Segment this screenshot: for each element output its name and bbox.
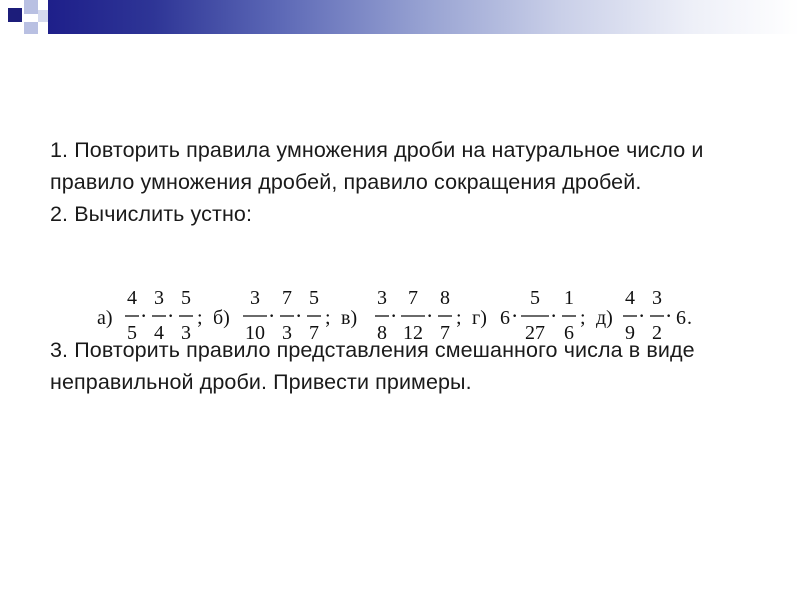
fraction-denominator: 3 <box>181 322 191 344</box>
decorative-header <box>0 0 800 34</box>
fraction-numerator: 8 <box>440 287 450 309</box>
slide-body <box>50 134 770 398</box>
exercises-formula <box>95 276 705 354</box>
fraction-numerator: 5 <box>181 287 191 309</box>
fraction-numerator: 7 <box>282 287 292 309</box>
multiply-dot: · <box>426 303 434 328</box>
exercise-b-label: б) <box>213 307 230 329</box>
exercise-d-label: д) <box>596 307 613 329</box>
multiply-dot: · <box>665 303 673 328</box>
multiply-dot: · <box>511 303 519 328</box>
exercise-g-label: г) <box>472 307 487 329</box>
fraction-denominator: 3 <box>282 322 292 344</box>
fraction-numerator: 3 <box>377 287 387 309</box>
exercise-v-label: в) <box>341 307 358 329</box>
header-square-light <box>24 22 38 34</box>
fraction-numerator: 4 <box>127 287 137 309</box>
separator: ; <box>197 307 203 329</box>
separator: ; <box>325 307 331 329</box>
fraction-denominator: 2 <box>652 322 662 344</box>
fraction-numerator: 4 <box>625 287 635 309</box>
fraction-denominator: 27 <box>525 322 545 344</box>
multiply-dot: · <box>390 303 398 328</box>
fraction-denominator: 5 <box>127 322 137 344</box>
whole-number: 6 <box>676 307 686 329</box>
multiply-dot: · <box>295 303 303 328</box>
fraction-denominator: 6 <box>564 322 574 344</box>
header-square-dark <box>8 8 22 22</box>
separator: . <box>687 307 692 329</box>
header-square-light <box>24 0 38 14</box>
task-1-text: 1. Повторить правила умножения дроби на натуральное число и правило умножения дробей, правило сокращения дробей. <box>50 138 704 194</box>
fraction-denominator: 7 <box>440 322 450 344</box>
header-square-light <box>38 10 48 22</box>
fraction-numerator: 3 <box>250 287 260 309</box>
header-gradient-band <box>48 0 800 34</box>
fraction-numerator: 5 <box>309 287 319 309</box>
fraction-numerator: 5 <box>530 287 540 309</box>
fraction-numerator: 3 <box>652 287 662 309</box>
exercise-a-label: а) <box>97 307 113 329</box>
fraction-denominator: 12 <box>403 322 423 344</box>
fraction-numerator: 3 <box>154 287 164 309</box>
fraction-denominator: 9 <box>625 322 635 344</box>
multiply-dot: · <box>268 303 276 328</box>
multiply-dot: · <box>550 303 558 328</box>
fraction-denominator: 7 <box>309 322 319 344</box>
task-3-text: 3. Повторить правило представления смешанного числа в виде неправильной дроби. Привести примеры. <box>50 338 695 394</box>
fraction-denominator: 8 <box>377 322 387 344</box>
task-2-text: 2. Вычислить устно: <box>50 202 253 226</box>
separator: ; <box>580 307 586 329</box>
separator: ; <box>456 307 462 329</box>
multiply-dot: · <box>140 303 148 328</box>
fraction-denominator: 10 <box>245 322 265 344</box>
fraction-numerator: 7 <box>408 287 418 309</box>
whole-number: 6 <box>500 307 510 329</box>
fraction-numerator: 1 <box>564 287 574 309</box>
multiply-dot: · <box>638 303 646 328</box>
fraction-denominator: 4 <box>154 322 164 344</box>
multiply-dot: · <box>167 303 175 328</box>
